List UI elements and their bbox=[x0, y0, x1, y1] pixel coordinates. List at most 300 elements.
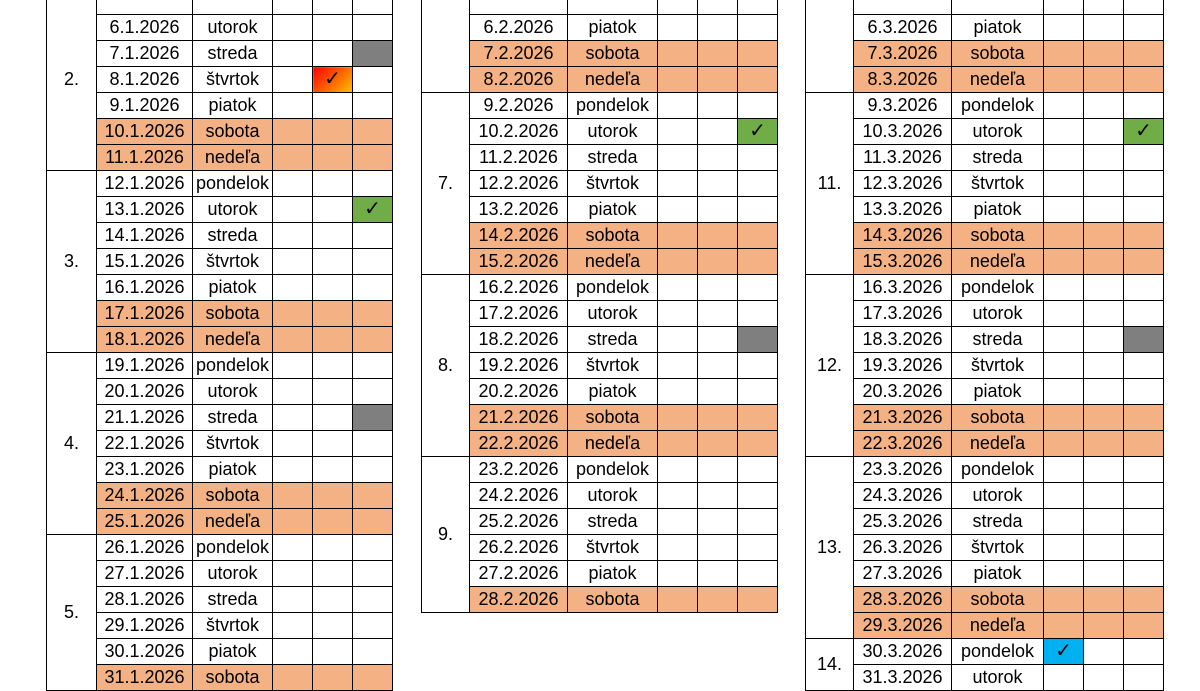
mark-cell[interactable] bbox=[698, 353, 738, 379]
date-cell: 6.1.2026 bbox=[97, 15, 193, 41]
mark-cell[interactable] bbox=[658, 587, 698, 613]
mark-cell[interactable] bbox=[698, 41, 738, 67]
day-name-cell: piatok bbox=[952, 561, 1044, 587]
mark-cell[interactable] bbox=[353, 405, 393, 431]
date-cell: 7.1.2026 bbox=[97, 41, 193, 67]
mark-cell[interactable] bbox=[313, 249, 353, 275]
mark-cell[interactable] bbox=[313, 665, 353, 691]
mark-cell[interactable] bbox=[1044, 275, 1084, 301]
mark-cell[interactable] bbox=[738, 119, 778, 145]
mark-cell[interactable] bbox=[1124, 0, 1164, 15]
mark-cell[interactable] bbox=[353, 639, 393, 665]
mark-cell[interactable] bbox=[698, 587, 738, 613]
mark-cell[interactable] bbox=[273, 483, 313, 509]
mark-cell[interactable] bbox=[273, 561, 313, 587]
mark-cell[interactable] bbox=[1124, 639, 1164, 665]
mark-cell[interactable] bbox=[273, 93, 313, 119]
mark-cell[interactable] bbox=[738, 509, 778, 535]
mark-cell[interactable] bbox=[313, 223, 353, 249]
day-name-cell: štvrtok bbox=[568, 353, 658, 379]
day-name-cell: nedeľa bbox=[952, 249, 1044, 275]
mark-cell[interactable] bbox=[1044, 145, 1084, 171]
mark-cell[interactable] bbox=[353, 483, 393, 509]
mark-cell[interactable] bbox=[273, 41, 313, 67]
mark-cell[interactable] bbox=[1044, 327, 1084, 353]
mark-cell[interactable] bbox=[1044, 67, 1084, 93]
day-name-cell: streda bbox=[952, 145, 1044, 171]
mark-cell[interactable] bbox=[313, 145, 353, 171]
mark-cell[interactable] bbox=[658, 41, 698, 67]
mark-cell[interactable] bbox=[698, 327, 738, 353]
mark-cell[interactable] bbox=[738, 587, 778, 613]
mark-cell[interactable] bbox=[313, 171, 353, 197]
mark-cell[interactable] bbox=[658, 561, 698, 587]
mark-cell[interactable] bbox=[1124, 41, 1164, 67]
mark-cell[interactable] bbox=[1124, 197, 1164, 223]
mark-cell[interactable] bbox=[1084, 353, 1124, 379]
mark-cell[interactable] bbox=[698, 275, 738, 301]
mark-cell[interactable] bbox=[1124, 483, 1164, 509]
mark-cell[interactable] bbox=[353, 561, 393, 587]
mark-cell[interactable] bbox=[353, 249, 393, 275]
mark-cell[interactable] bbox=[313, 41, 353, 67]
mark-cell[interactable] bbox=[658, 431, 698, 457]
mark-cell[interactable] bbox=[313, 301, 353, 327]
day-name-cell: utorok bbox=[952, 119, 1044, 145]
mark-cell[interactable] bbox=[353, 119, 393, 145]
mark-cell[interactable] bbox=[1084, 379, 1124, 405]
mark-cell[interactable] bbox=[273, 457, 313, 483]
mark-cell[interactable] bbox=[1124, 613, 1164, 639]
date-cell: 22.3.2026 bbox=[854, 431, 952, 457]
mark-cell[interactable] bbox=[698, 223, 738, 249]
date-cell: 26.1.2026 bbox=[97, 535, 193, 561]
mark-cell[interactable] bbox=[738, 561, 778, 587]
mark-cell[interactable] bbox=[273, 613, 313, 639]
mark-cell[interactable] bbox=[738, 93, 778, 119]
calendar-row bbox=[422, 275, 778, 301]
mark-cell[interactable] bbox=[1084, 223, 1124, 249]
mark-cell[interactable] bbox=[738, 223, 778, 249]
mark-cell[interactable] bbox=[273, 119, 313, 145]
day-name-cell: utorok bbox=[193, 197, 273, 223]
mark-cell[interactable] bbox=[1084, 93, 1124, 119]
mark-cell[interactable] bbox=[313, 535, 353, 561]
mark-cell[interactable] bbox=[313, 483, 353, 509]
mark-cell[interactable] bbox=[1084, 431, 1124, 457]
mark-cell[interactable] bbox=[1084, 483, 1124, 509]
mark-cell[interactable] bbox=[1084, 145, 1124, 171]
mark-cell[interactable] bbox=[738, 457, 778, 483]
day-name-cell: streda bbox=[193, 223, 273, 249]
mark-cell[interactable] bbox=[1124, 15, 1164, 41]
mark-cell[interactable] bbox=[273, 535, 313, 561]
mark-cell[interactable] bbox=[738, 41, 778, 67]
mark-cell[interactable] bbox=[273, 15, 313, 41]
mark-cell[interactable] bbox=[273, 587, 313, 613]
mark-cell[interactable] bbox=[698, 457, 738, 483]
mark-cell[interactable] bbox=[273, 379, 313, 405]
mark-cell[interactable] bbox=[313, 639, 353, 665]
date-cell: 20.3.2026 bbox=[854, 379, 952, 405]
mark-cell[interactable] bbox=[698, 405, 738, 431]
mark-cell[interactable] bbox=[658, 171, 698, 197]
mark-cell[interactable] bbox=[353, 223, 393, 249]
mark-cell[interactable] bbox=[353, 275, 393, 301]
mark-cell[interactable] bbox=[1044, 0, 1084, 15]
mark-cell[interactable] bbox=[273, 353, 313, 379]
date-cell: 19.1.2026 bbox=[97, 353, 193, 379]
calendar-row bbox=[422, 223, 778, 249]
mark-cell[interactable] bbox=[658, 249, 698, 275]
mark-cell[interactable] bbox=[1044, 171, 1084, 197]
mark-cell[interactable] bbox=[1084, 171, 1124, 197]
mark-cell[interactable] bbox=[1044, 431, 1084, 457]
mark-cell[interactable] bbox=[353, 509, 393, 535]
mark-cell[interactable] bbox=[313, 587, 353, 613]
mark-cell[interactable] bbox=[1084, 457, 1124, 483]
mark-cell[interactable] bbox=[1124, 587, 1164, 613]
mark-cell[interactable] bbox=[273, 405, 313, 431]
mark-cell[interactable] bbox=[738, 67, 778, 93]
mark-cell[interactable] bbox=[658, 197, 698, 223]
calendar-row bbox=[806, 431, 1164, 457]
mark-cell[interactable] bbox=[738, 301, 778, 327]
mark-cell[interactable] bbox=[738, 327, 778, 353]
mark-cell[interactable] bbox=[353, 457, 393, 483]
week-number: 4. bbox=[47, 353, 97, 535]
mark-cell[interactable] bbox=[698, 379, 738, 405]
mark-cell[interactable] bbox=[313, 119, 353, 145]
mark-cell[interactable] bbox=[738, 197, 778, 223]
mark-cell[interactable] bbox=[738, 145, 778, 171]
mark-cell[interactable] bbox=[1044, 93, 1084, 119]
mark-cell[interactable] bbox=[1044, 613, 1084, 639]
mark-cell[interactable] bbox=[1124, 93, 1164, 119]
mark-cell[interactable] bbox=[273, 0, 313, 15]
date-cell: 30.1.2026 bbox=[97, 639, 193, 665]
mark-cell[interactable] bbox=[313, 431, 353, 457]
mark-cell[interactable] bbox=[1084, 327, 1124, 353]
mark-cell[interactable] bbox=[658, 379, 698, 405]
calendar-row bbox=[806, 119, 1164, 145]
date-cell: 21.1.2026 bbox=[97, 405, 193, 431]
mark-cell[interactable] bbox=[1084, 561, 1124, 587]
mark-cell[interactable] bbox=[353, 0, 393, 15]
mark-cell[interactable] bbox=[658, 301, 698, 327]
date-cell: 24.2.2026 bbox=[470, 483, 568, 509]
mark-cell[interactable] bbox=[353, 41, 393, 67]
mark-cell[interactable] bbox=[1044, 483, 1084, 509]
mark-cell[interactable] bbox=[273, 145, 313, 171]
mark-cell[interactable] bbox=[1124, 171, 1164, 197]
mark-cell[interactable] bbox=[1084, 197, 1124, 223]
mark-cell[interactable] bbox=[273, 327, 313, 353]
mark-cell[interactable] bbox=[698, 483, 738, 509]
mark-cell[interactable] bbox=[353, 665, 393, 691]
mark-cell[interactable] bbox=[658, 483, 698, 509]
mark-cell[interactable] bbox=[1124, 145, 1164, 171]
mark-cell[interactable] bbox=[1124, 327, 1164, 353]
calendar-row bbox=[47, 535, 393, 561]
calendar-row bbox=[47, 509, 393, 535]
mark-cell[interactable] bbox=[313, 509, 353, 535]
calendar-row bbox=[806, 275, 1164, 301]
mark-cell[interactable] bbox=[353, 535, 393, 561]
mark-cell[interactable] bbox=[658, 0, 698, 15]
mark-cell[interactable] bbox=[738, 431, 778, 457]
mark-cell[interactable] bbox=[658, 145, 698, 171]
mark-cell[interactable] bbox=[1124, 275, 1164, 301]
mark-cell[interactable] bbox=[1084, 613, 1124, 639]
mark-cell[interactable] bbox=[1124, 457, 1164, 483]
calendar-row bbox=[806, 457, 1164, 483]
mark-cell[interactable] bbox=[1044, 119, 1084, 145]
mark-cell[interactable] bbox=[738, 353, 778, 379]
mark-cell[interactable] bbox=[698, 93, 738, 119]
mark-cell[interactable] bbox=[738, 0, 778, 15]
mark-cell[interactable] bbox=[353, 197, 393, 223]
day-name-cell: nedeľa bbox=[952, 67, 1044, 93]
mark-cell[interactable] bbox=[353, 145, 393, 171]
mark-cell[interactable] bbox=[353, 171, 393, 197]
date-cell: 23.3.2026 bbox=[854, 457, 952, 483]
mark-cell[interactable] bbox=[738, 535, 778, 561]
day-name-cell: pondelok bbox=[193, 353, 273, 379]
mark-cell[interactable] bbox=[353, 587, 393, 613]
mark-cell[interactable] bbox=[1084, 119, 1124, 145]
mark-cell[interactable] bbox=[313, 67, 353, 93]
mark-cell[interactable] bbox=[1044, 301, 1084, 327]
mark-cell[interactable] bbox=[313, 93, 353, 119]
mark-cell[interactable] bbox=[1084, 535, 1124, 561]
mark-cell[interactable] bbox=[353, 327, 393, 353]
mark-cell[interactable] bbox=[698, 171, 738, 197]
mark-cell[interactable] bbox=[738, 405, 778, 431]
date-cell: 18.2.2026 bbox=[470, 327, 568, 353]
mark-cell[interactable] bbox=[273, 197, 313, 223]
mark-cell[interactable] bbox=[1124, 405, 1164, 431]
mark-cell[interactable] bbox=[313, 561, 353, 587]
mark-cell[interactable] bbox=[313, 197, 353, 223]
mark-cell[interactable] bbox=[738, 379, 778, 405]
mark-cell[interactable] bbox=[698, 67, 738, 93]
mark-cell[interactable] bbox=[1044, 15, 1084, 41]
mark-cell[interactable] bbox=[658, 223, 698, 249]
mark-cell[interactable] bbox=[698, 535, 738, 561]
mark-cell[interactable] bbox=[273, 67, 313, 93]
mark-cell[interactable] bbox=[313, 275, 353, 301]
calendar-row bbox=[806, 587, 1164, 613]
mark-cell[interactable] bbox=[273, 509, 313, 535]
mark-cell[interactable] bbox=[1124, 67, 1164, 93]
mark-cell[interactable] bbox=[1044, 223, 1084, 249]
day-name-cell: streda bbox=[568, 327, 658, 353]
mark-cell[interactable] bbox=[1124, 223, 1164, 249]
calendar-january bbox=[46, 0, 393, 691]
mark-cell[interactable] bbox=[738, 15, 778, 41]
mark-cell[interactable] bbox=[698, 197, 738, 223]
mark-cell[interactable] bbox=[1084, 301, 1124, 327]
mark-cell[interactable] bbox=[1084, 41, 1124, 67]
day-name-cell: piatok bbox=[193, 457, 273, 483]
checkmark-icon: ✓ bbox=[749, 120, 766, 142]
mark-cell[interactable] bbox=[1044, 561, 1084, 587]
date-cell: 16.3.2026 bbox=[854, 275, 952, 301]
mark-cell[interactable] bbox=[1084, 67, 1124, 93]
mark-cell[interactable] bbox=[658, 67, 698, 93]
mark-cell[interactable] bbox=[1124, 301, 1164, 327]
mark-cell[interactable] bbox=[738, 249, 778, 275]
date-cell bbox=[97, 0, 193, 15]
mark-cell[interactable] bbox=[658, 119, 698, 145]
mark-cell[interactable] bbox=[698, 509, 738, 535]
mark-cell[interactable] bbox=[738, 483, 778, 509]
week-number: 13. bbox=[806, 457, 854, 639]
mark-cell[interactable] bbox=[1044, 353, 1084, 379]
date-cell: 21.2.2026 bbox=[470, 405, 568, 431]
mark-cell[interactable] bbox=[658, 509, 698, 535]
mark-cell[interactable] bbox=[313, 405, 353, 431]
calendar-row bbox=[422, 405, 778, 431]
mark-cell[interactable] bbox=[353, 301, 393, 327]
mark-cell[interactable] bbox=[1084, 249, 1124, 275]
calendar-row bbox=[47, 665, 393, 691]
mark-cell[interactable] bbox=[738, 275, 778, 301]
calendar-row bbox=[806, 0, 1164, 15]
mark-cell[interactable] bbox=[1044, 249, 1084, 275]
mark-cell[interactable] bbox=[1084, 15, 1124, 41]
calendar-row bbox=[806, 171, 1164, 197]
date-cell: 14.3.2026 bbox=[854, 223, 952, 249]
mark-cell[interactable] bbox=[273, 301, 313, 327]
mark-cell[interactable] bbox=[353, 353, 393, 379]
mark-cell[interactable] bbox=[273, 171, 313, 197]
mark-cell[interactable] bbox=[1044, 509, 1084, 535]
date-cell: 28.2.2026 bbox=[470, 587, 568, 613]
day-name-cell: štvrtok bbox=[193, 613, 273, 639]
mark-cell[interactable] bbox=[658, 457, 698, 483]
calendar-row bbox=[47, 171, 393, 197]
mark-cell[interactable] bbox=[1084, 509, 1124, 535]
mark-cell[interactable] bbox=[1124, 379, 1164, 405]
mark-cell[interactable] bbox=[1124, 431, 1164, 457]
mark-cell[interactable] bbox=[273, 665, 313, 691]
mark-cell[interactable] bbox=[698, 301, 738, 327]
mark-cell[interactable] bbox=[698, 145, 738, 171]
mark-cell[interactable] bbox=[1124, 535, 1164, 561]
mark-cell[interactable] bbox=[658, 15, 698, 41]
mark-cell[interactable] bbox=[273, 639, 313, 665]
mark-cell[interactable] bbox=[273, 431, 313, 457]
date-cell: 21.3.2026 bbox=[854, 405, 952, 431]
mark-cell[interactable] bbox=[313, 15, 353, 41]
mark-cell[interactable] bbox=[273, 249, 313, 275]
mark-cell[interactable] bbox=[1124, 249, 1164, 275]
mark-cell[interactable] bbox=[1084, 0, 1124, 15]
date-cell: 6.3.2026 bbox=[854, 15, 952, 41]
mark-cell[interactable] bbox=[313, 353, 353, 379]
calendar-row bbox=[422, 327, 778, 353]
mark-cell[interactable] bbox=[353, 67, 393, 93]
mark-cell[interactable] bbox=[273, 223, 313, 249]
mark-cell[interactable] bbox=[273, 275, 313, 301]
calendar-row bbox=[47, 457, 393, 483]
day-name-cell: piatok bbox=[568, 379, 658, 405]
mark-cell[interactable] bbox=[353, 431, 393, 457]
day-name-cell: nedeľa bbox=[952, 613, 1044, 639]
mark-cell[interactable] bbox=[698, 249, 738, 275]
date-cell: 10.2.2026 bbox=[470, 119, 568, 145]
mark-cell[interactable] bbox=[1044, 457, 1084, 483]
mark-cell[interactable] bbox=[313, 327, 353, 353]
mark-cell[interactable] bbox=[1124, 509, 1164, 535]
mark-cell[interactable] bbox=[1044, 639, 1084, 665]
mark-cell[interactable] bbox=[1044, 197, 1084, 223]
date-cell: 25.2.2026 bbox=[470, 509, 568, 535]
mark-cell[interactable] bbox=[1044, 379, 1084, 405]
mark-cell[interactable] bbox=[1124, 119, 1164, 145]
mark-cell[interactable] bbox=[698, 431, 738, 457]
mark-cell[interactable] bbox=[738, 171, 778, 197]
mark-cell[interactable] bbox=[1044, 405, 1084, 431]
mark-cell[interactable] bbox=[313, 457, 353, 483]
calendar-row bbox=[422, 483, 778, 509]
mark-cell[interactable] bbox=[698, 0, 738, 15]
mark-cell[interactable] bbox=[353, 613, 393, 639]
calendar-row bbox=[47, 405, 393, 431]
mark-cell[interactable] bbox=[658, 535, 698, 561]
date-cell: 10.3.2026 bbox=[854, 119, 952, 145]
mark-cell[interactable] bbox=[353, 15, 393, 41]
mark-cell[interactable] bbox=[1084, 587, 1124, 613]
mark-cell[interactable] bbox=[1084, 639, 1124, 665]
day-name-cell: utorok bbox=[193, 15, 273, 41]
mark-cell[interactable] bbox=[353, 93, 393, 119]
mark-cell[interactable] bbox=[1084, 405, 1124, 431]
mark-cell[interactable] bbox=[1044, 587, 1084, 613]
mark-cell[interactable] bbox=[658, 327, 698, 353]
mark-cell[interactable] bbox=[698, 15, 738, 41]
mark-cell[interactable] bbox=[313, 613, 353, 639]
mark-cell[interactable] bbox=[1124, 561, 1164, 587]
mark-cell[interactable] bbox=[1044, 665, 1084, 691]
date-cell: 27.2.2026 bbox=[470, 561, 568, 587]
mark-cell[interactable] bbox=[658, 353, 698, 379]
mark-cell[interactable] bbox=[698, 119, 738, 145]
mark-cell[interactable] bbox=[658, 93, 698, 119]
calendar-row bbox=[806, 301, 1164, 327]
mark-cell[interactable] bbox=[1084, 275, 1124, 301]
mark-cell[interactable] bbox=[353, 379, 393, 405]
mark-cell[interactable] bbox=[313, 0, 353, 15]
calendar-row bbox=[806, 249, 1164, 275]
date-cell bbox=[854, 0, 952, 15]
mark-cell[interactable] bbox=[1084, 665, 1124, 691]
day-name-cell: štvrtok bbox=[193, 249, 273, 275]
mark-cell[interactable] bbox=[1124, 353, 1164, 379]
mark-cell[interactable] bbox=[1044, 535, 1084, 561]
mark-cell[interactable] bbox=[698, 561, 738, 587]
mark-cell[interactable] bbox=[1124, 665, 1164, 691]
date-cell: 9.2.2026 bbox=[470, 93, 568, 119]
day-name-cell: piatok bbox=[952, 197, 1044, 223]
mark-cell[interactable] bbox=[1044, 41, 1084, 67]
mark-cell[interactable] bbox=[658, 405, 698, 431]
mark-cell[interactable] bbox=[313, 379, 353, 405]
date-cell: 9.3.2026 bbox=[854, 93, 952, 119]
mark-cell[interactable] bbox=[658, 275, 698, 301]
